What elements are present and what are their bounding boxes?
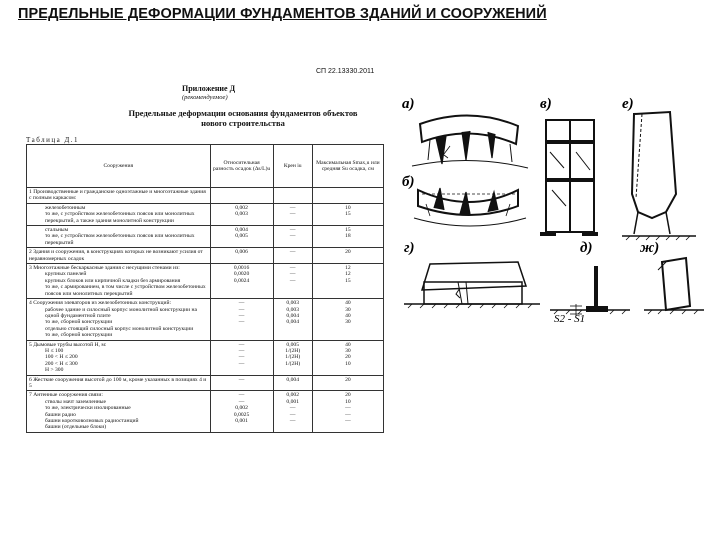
table-header-row [27, 145, 384, 188]
diagram-zh [640, 240, 704, 314]
row-structure-name: 1 Производственные и гражданские одноэтажные и многоэтажные здания с полным каркасом: [29, 189, 206, 202]
row-relative-settlement [210, 188, 273, 204]
row-substructure: отдельно стоящий силосный корпус монолитной конструкции [45, 325, 194, 332]
diagram-e [622, 96, 696, 240]
table-row [27, 375, 384, 391]
diagram-label-g: г) [404, 240, 415, 256]
row-substructure: стальным [45, 227, 69, 234]
row-substructure: стволы мачт заземленные [45, 398, 107, 405]
row-max-settlement: 20 10 — — — [312, 391, 383, 432]
deformation-diagrams [400, 94, 710, 344]
row-substructure: 200 < H ≤ 300 [45, 360, 78, 367]
document-code: СП 22.13330.2011 [316, 68, 375, 75]
row-structure-cell [27, 248, 211, 264]
diagram-a [402, 96, 528, 168]
table-label: Таблица Д.1 [26, 136, 79, 144]
row-substructure: 100 < H ≤ 200 [45, 354, 78, 361]
row-max-settlement: 10 15 [312, 203, 383, 225]
row-structure-cell [27, 391, 211, 432]
col-header-max-settlement: Максимальная Smax,u или средняя Su осадка, см [312, 145, 383, 188]
row-substructure: H ≤ 100 [45, 347, 64, 354]
row-structure-cell [27, 340, 211, 375]
row-structure-cell [27, 299, 211, 340]
row-tilt: 0,004 [273, 375, 312, 391]
row-max-settlement: 12 12 15 [312, 264, 383, 299]
deformation-table [26, 144, 384, 433]
row-structure-name: 6 Жесткие сооружения высотой до 100 м, кроме указанных в позициях 4 и 5 [29, 376, 207, 389]
row-tilt: 0,002 0,001 — — — [273, 391, 312, 432]
row-substructure: то же, с устройством железобетонных поясов или монолитных перекрытий, а также здания монолитной конструкции [45, 211, 195, 224]
diagram-g [404, 240, 540, 308]
diagram-label-v: в) [540, 96, 552, 112]
row-substructure: башни радио [45, 411, 76, 418]
row-structure-name: 2 Здания и сооружения, в конструкциях которых не возникают усилия от неравномерных осадок [29, 249, 203, 262]
table-heading: Предельные деформации основания фундаментов объектов нового строительства [128, 108, 358, 128]
diagram-b [402, 174, 526, 226]
row-substructure: башни коротковолновых радиостанций [45, 418, 139, 424]
table-row [27, 248, 384, 264]
row-structure-cell [27, 203, 211, 225]
diagram-label-a: а) [402, 96, 415, 112]
row-substructure: крупных панелей [45, 271, 87, 278]
row-relative-settlement: 0,004 0,005 [210, 226, 273, 248]
col-header-relative-settlement: Относительная разность осадок (Δs/L)u [210, 145, 273, 188]
row-max-settlement: 15 18 [312, 226, 383, 248]
appendix-title: Приложение Д [182, 84, 236, 93]
row-substructure: то же, с устройством железобетонных поясов или монолитных перекрытий [45, 233, 195, 246]
row-max-settlement: 20 [312, 375, 383, 391]
row-structure-cell [27, 188, 211, 204]
row-relative-settlement: 0,002 0,003 [210, 203, 273, 225]
row-substructure: H > 300 [45, 367, 64, 374]
table-row [27, 226, 384, 248]
row-max-settlement [312, 188, 383, 204]
row-tilt: — — [273, 203, 312, 225]
row-max-settlement: 40 30 20 10 [312, 340, 383, 375]
row-substructure: башни (отдельные блоки) [45, 424, 107, 431]
row-max-settlement: 40 30 40 30 [312, 299, 383, 340]
row-substructure: рабочее здание и силосный корпус монолитной конструкции на одной фундаментной плите [45, 306, 197, 319]
row-structure-name: 7 Антенные сооружения связи: [29, 392, 103, 399]
col-header-structures: Сооружения [27, 145, 211, 188]
diagram-d [550, 240, 630, 325]
diagram-v [540, 96, 598, 236]
row-substructure: железобетонным [45, 204, 86, 211]
row-tilt: 0,003 0,003 0,004 0,004 [273, 299, 312, 340]
diagram-label-e: е) [622, 96, 634, 112]
row-substructure: то же, сборной конструкции [45, 319, 113, 326]
settlement-difference-label: S2 - S1 [554, 313, 586, 325]
page-title: ПРЕДЕЛЬНЫЕ ДЕФОРМАЦИИ ФУНДАМЕНТОВ ЗДАНИЙ И СООРУЖЕНИЙ [18, 6, 547, 22]
row-relative-settlement: — [210, 375, 273, 391]
row-substructure: то же, с армированием, в том числе с устройством железобетонных поясов или монолитных перекрытий [45, 284, 206, 297]
table-row [27, 299, 384, 340]
row-substructure: то же, электрически изолированные [45, 405, 131, 412]
row-tilt: 0,005 1/(2H) 1/(2H) 1/(2H) [273, 340, 312, 375]
table-body [27, 188, 384, 433]
row-relative-settlement: — — — — [210, 340, 273, 375]
diagram-label-b: б) [402, 174, 415, 190]
row-structure-name: 4 Сооружения элеваторов из железобетонных конструкций: [29, 300, 172, 307]
row-substructure: крупных блоков или кирпичной кладки без армирования [45, 277, 181, 284]
row-structure-cell [27, 264, 211, 299]
table-row [27, 264, 384, 299]
diagram-label-d: д) [580, 240, 593, 256]
table-row [27, 203, 384, 225]
row-relative-settlement: 0,0016 0,0020 0,0024 [210, 264, 273, 299]
table-row [27, 188, 384, 204]
row-tilt [273, 188, 312, 204]
row-tilt: — — — [273, 264, 312, 299]
diagram-label-zh: ж) [640, 240, 660, 256]
appendix-note: (рекомендуемое) [182, 94, 228, 101]
row-substructure: то же, сборной конструкции [45, 332, 113, 339]
row-relative-settlement: — — — — [210, 299, 273, 340]
row-structure-name: 5 Дымовые трубы высотой H, м: [29, 341, 107, 348]
row-structure-cell [27, 375, 211, 391]
row-tilt: — [273, 248, 312, 264]
row-structure-cell [27, 226, 211, 248]
row-max-settlement: 20 [312, 248, 383, 264]
col-header-tilt: Крен iu [273, 145, 312, 188]
table-row [27, 391, 384, 432]
row-tilt: — — [273, 226, 312, 248]
table-row [27, 340, 384, 375]
row-relative-settlement: 0,006 [210, 248, 273, 264]
row-structure-name: 3 Многоэтажные бескаркасные здания с несущими стенами из: [29, 265, 180, 272]
row-relative-settlement: — — 0,002 0,0025 0,001 [210, 391, 273, 432]
